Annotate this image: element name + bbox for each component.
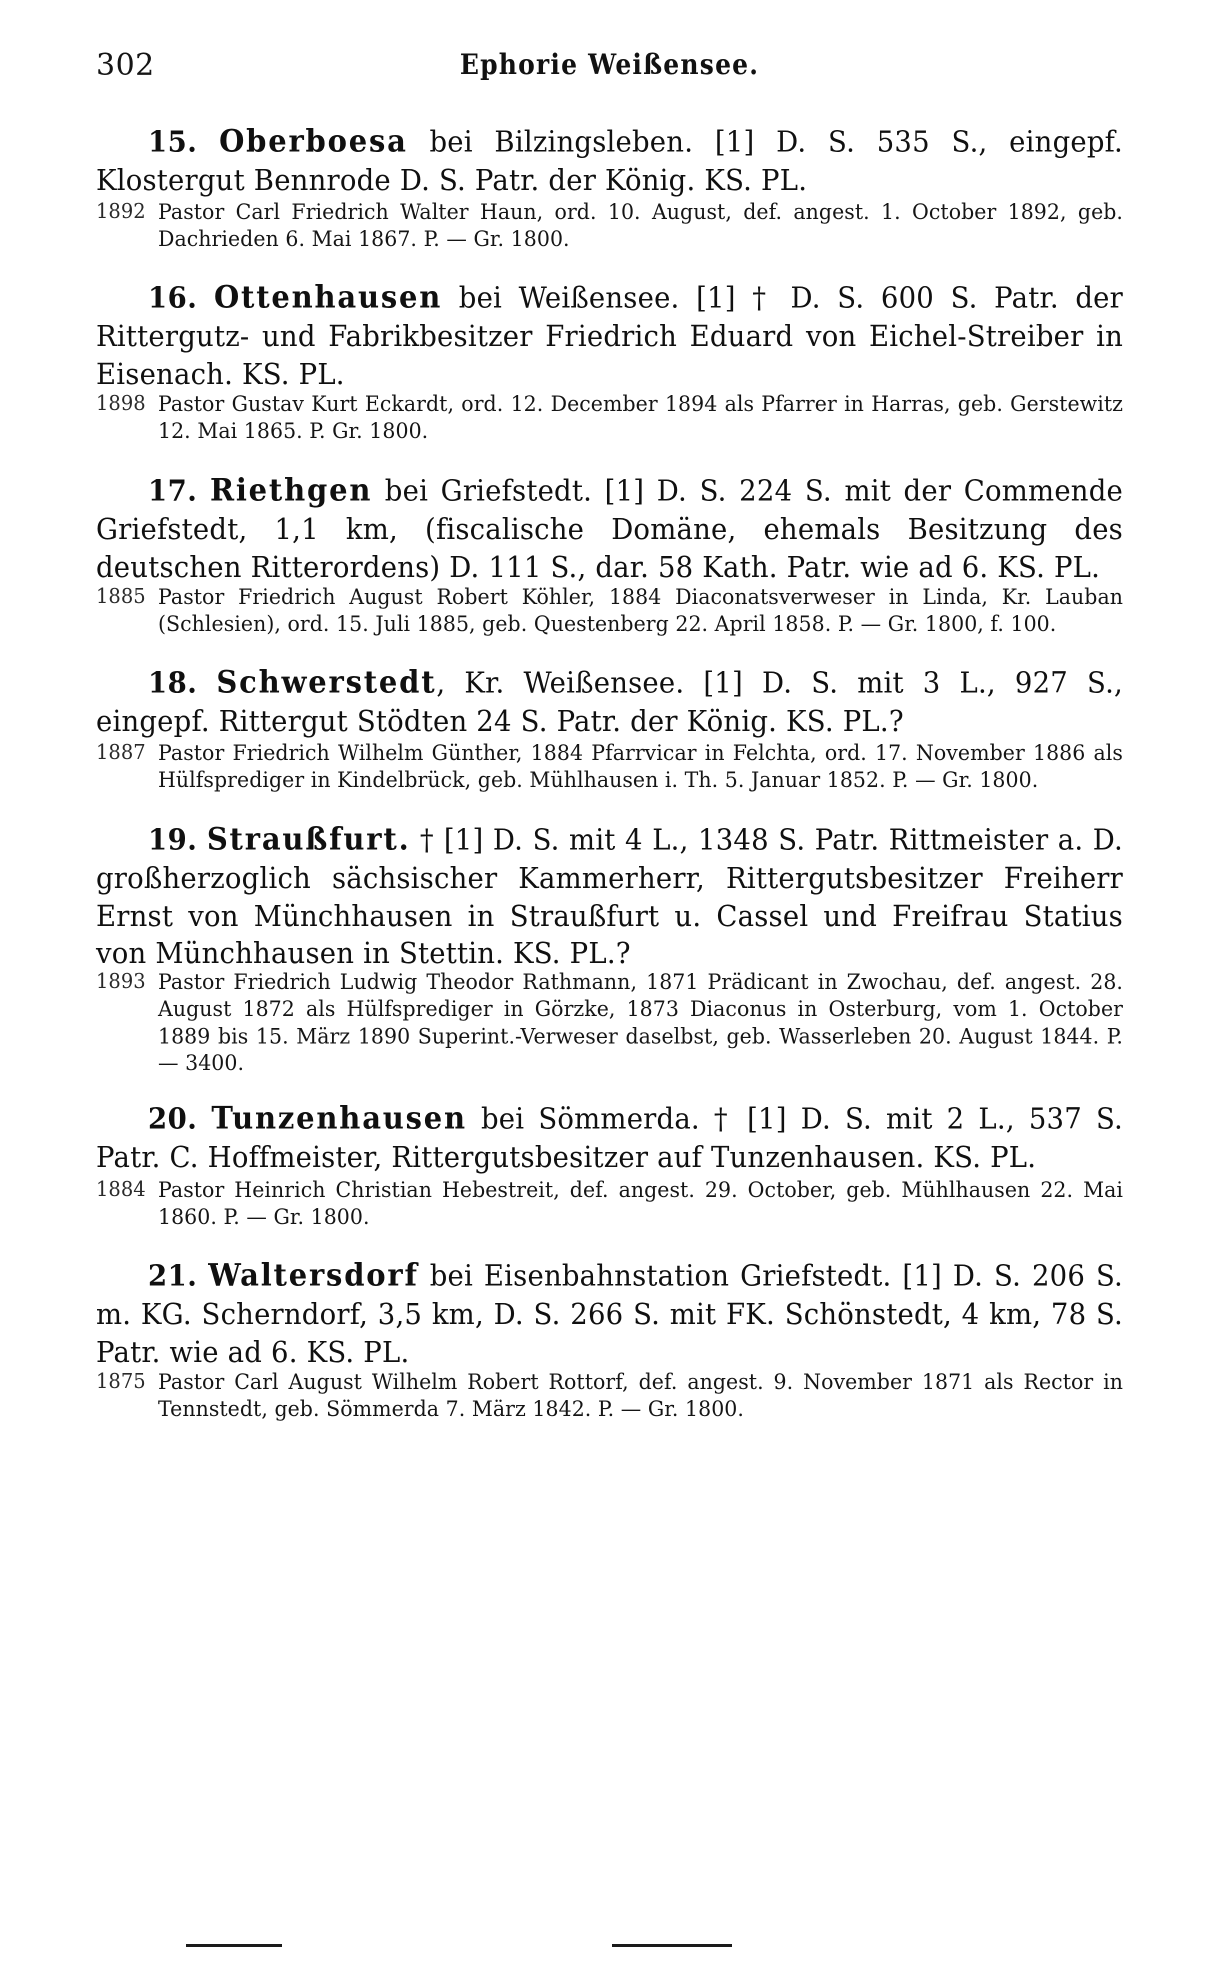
signature-mark-right <box>612 1944 732 1947</box>
entry-note <box>96 1177 1123 1231</box>
entry-19 <box>96 820 1123 1076</box>
entry-main-text: bei Eisenbahnstation Griefstedt. [1] D. S. 206 S. m. KG. Scherndorf, 3,5 km, D. S. 266 S. mit FK. Schönstedt, 4 km, 78 S. Patr. wie ad 6. KS. PL. <box>96 1259 1123 1369</box>
note-text: Pastor Heinrich Christian Hebestreit, def. angest. 29. October, geb. Mühlhausen 22. Mai 1860. P. — Gr. 1800. <box>158 1176 1123 1230</box>
note-text: Pastor Carl Friedrich Walter Haun, ord. 10. August, def. angest. 1. October 1892, geb. Dachrieden 6. Mai 1867. P. — Gr. 1800. <box>158 199 1123 252</box>
entry-main-text: bei Weißensee. [1] † D. S. 600 S. Patr. der Rittergutz- und Fabrikbesitzer Friedrich Eduard von Eichel-Streiber in Eisenach. KS. PL. <box>96 281 1123 392</box>
note-year: 1887 <box>96 740 146 765</box>
entry-main-text: † [1] D. S. mit 4 L., 1348 S. Patr. Rittmeister a. D. großherzoglich sächsischer Kammerherr, Rittergutsbesitzer Freiherr Ernst von Münchhausen in Straußfurt u. Cassel und Freifrau Statius von Münchhausen in Stettin. KS. PL.? <box>96 822 1123 971</box>
entry-place-name: Oberboesa <box>219 122 408 159</box>
entry-main-paragraph <box>96 663 1123 741</box>
document-page <box>0 34 1219 1965</box>
entry-17 <box>96 471 1123 636</box>
note-year: 1898 <box>96 391 146 416</box>
entry-number: 19. <box>148 822 198 857</box>
entry-note <box>96 584 1123 638</box>
entry-number: 18. <box>148 666 198 701</box>
entry-note <box>96 199 1123 253</box>
text-column <box>96 122 1123 1422</box>
note-text: Pastor Friedrich August Robert Köhler, 1884 Diaconatsverweser in Linda, Kr. Lauban (Schlesien), ord. 15. Juli 1885, geb. Questenberg 22. April 1858. P. — Gr. 1800, f. 100. <box>158 583 1123 637</box>
entry-main-paragraph <box>96 820 1123 974</box>
entry-18 <box>96 663 1123 792</box>
entry-main-paragraph <box>96 278 1123 394</box>
note-text: Pastor Carl August Wilhelm Robert Rottorf, def. angest. 9. November 1871 als Rector in Tennstedt, geb. Sömmerda 7. März 1842. P. — Gr. 1800. <box>158 1369 1123 1422</box>
entry-20 <box>96 1099 1123 1228</box>
note-year: 1875 <box>96 1369 146 1394</box>
entry-note <box>96 740 1123 794</box>
page-number: 302 <box>96 48 155 83</box>
entry-main-paragraph <box>96 1256 1123 1372</box>
entry-number: 20. <box>148 1102 198 1137</box>
entry-main-text: bei Griefstedt. [1] D. S. 224 S. mit der Commende Griefstedt, 1,1 km, (fiscalische Domäne, ehemals Besitzung des deutschen Ritterordens) D. 111 S., dar. 58 Kath. Patr. wie ad 6. KS. PL. <box>96 473 1123 584</box>
note-text: Pastor Friedrich Wilhelm Günther, 1884 Pfarrvicar in Felchta, ord. 17. November 1886 als Hülfsprediger in Kindelbrück, geb. Mühlhausen i. Th. 5. Januar 1852. P. — Gr. 1800. <box>158 740 1123 793</box>
entry-place-name: Riethgen <box>209 471 373 508</box>
entry-main-paragraph <box>96 122 1123 200</box>
entry-main-text: , Kr. Weißensee. [1] D. S. mit 3 L., 927 S., eingepf. Rittergut Stödten 24 S. Patr. der König. KS. PL.? <box>96 666 1123 738</box>
entry-number: 15. <box>148 124 198 159</box>
entry-main-text: bei Sömmerda. † [1] D. S. mit 2 L., 537 S. Patr. C. Hoffmeister, Rittergutsbesitzer auf Tunzenhausen. KS. PL. <box>96 1102 1123 1175</box>
entry-number: 17. <box>148 473 198 508</box>
note-year: 1884 <box>96 1176 146 1202</box>
entry-15 <box>96 122 1123 251</box>
entry-place-name: Schwerstedt <box>216 664 437 701</box>
entry-note <box>96 969 1123 1077</box>
entry-place-name: Ottenhausen <box>213 279 443 316</box>
entry-number: 21. <box>148 1259 198 1294</box>
entry-place-name: Waltersdorf <box>208 1257 419 1294</box>
note-year: 1892 <box>96 199 146 224</box>
entry-number: 16. <box>148 281 198 316</box>
signature-mark-left <box>186 1944 282 1947</box>
entry-place-name: Straußfurt. <box>206 820 411 857</box>
entry-21 <box>96 1256 1123 1421</box>
entry-main-paragraph <box>96 1099 1123 1177</box>
entry-note <box>96 1369 1123 1423</box>
running-title: Ephorie Weißensee. <box>459 48 760 81</box>
entry-main-text: bei Bilzingsleben. [1] D. S. 535 S., eingepf. Klostergut Bennrode D. S. Patr. der König. KS. PL. <box>96 124 1123 197</box>
entry-main-paragraph <box>96 471 1123 587</box>
entry-16 <box>96 278 1123 443</box>
entry-note <box>96 391 1123 445</box>
note-text: Pastor Friedrich Ludwig Theodor Rathmann, 1871 Prädicant in Zwochau, def. angest. 28. August 1872 als Hülfsprediger in Görzke, 1873 Diaconus in Osterburg, vom 1. October 1889 bis 15. März 1890 Superint.-Verweser daselbst, geb. Wasserleben 20. August 1844. P. — 3400. <box>158 968 1123 1076</box>
note-text: Pastor Gustav Kurt Eckardt, ord. 12. December 1894 als Pfarrer in Harras, geb. Gerstewitz 12. Mai 1865. P. Gr. 1800. <box>158 391 1123 444</box>
running-head <box>96 34 1123 94</box>
note-year: 1893 <box>96 968 146 993</box>
note-year: 1885 <box>96 583 146 608</box>
entry-place-name: Tunzenhausen <box>211 1100 467 1137</box>
